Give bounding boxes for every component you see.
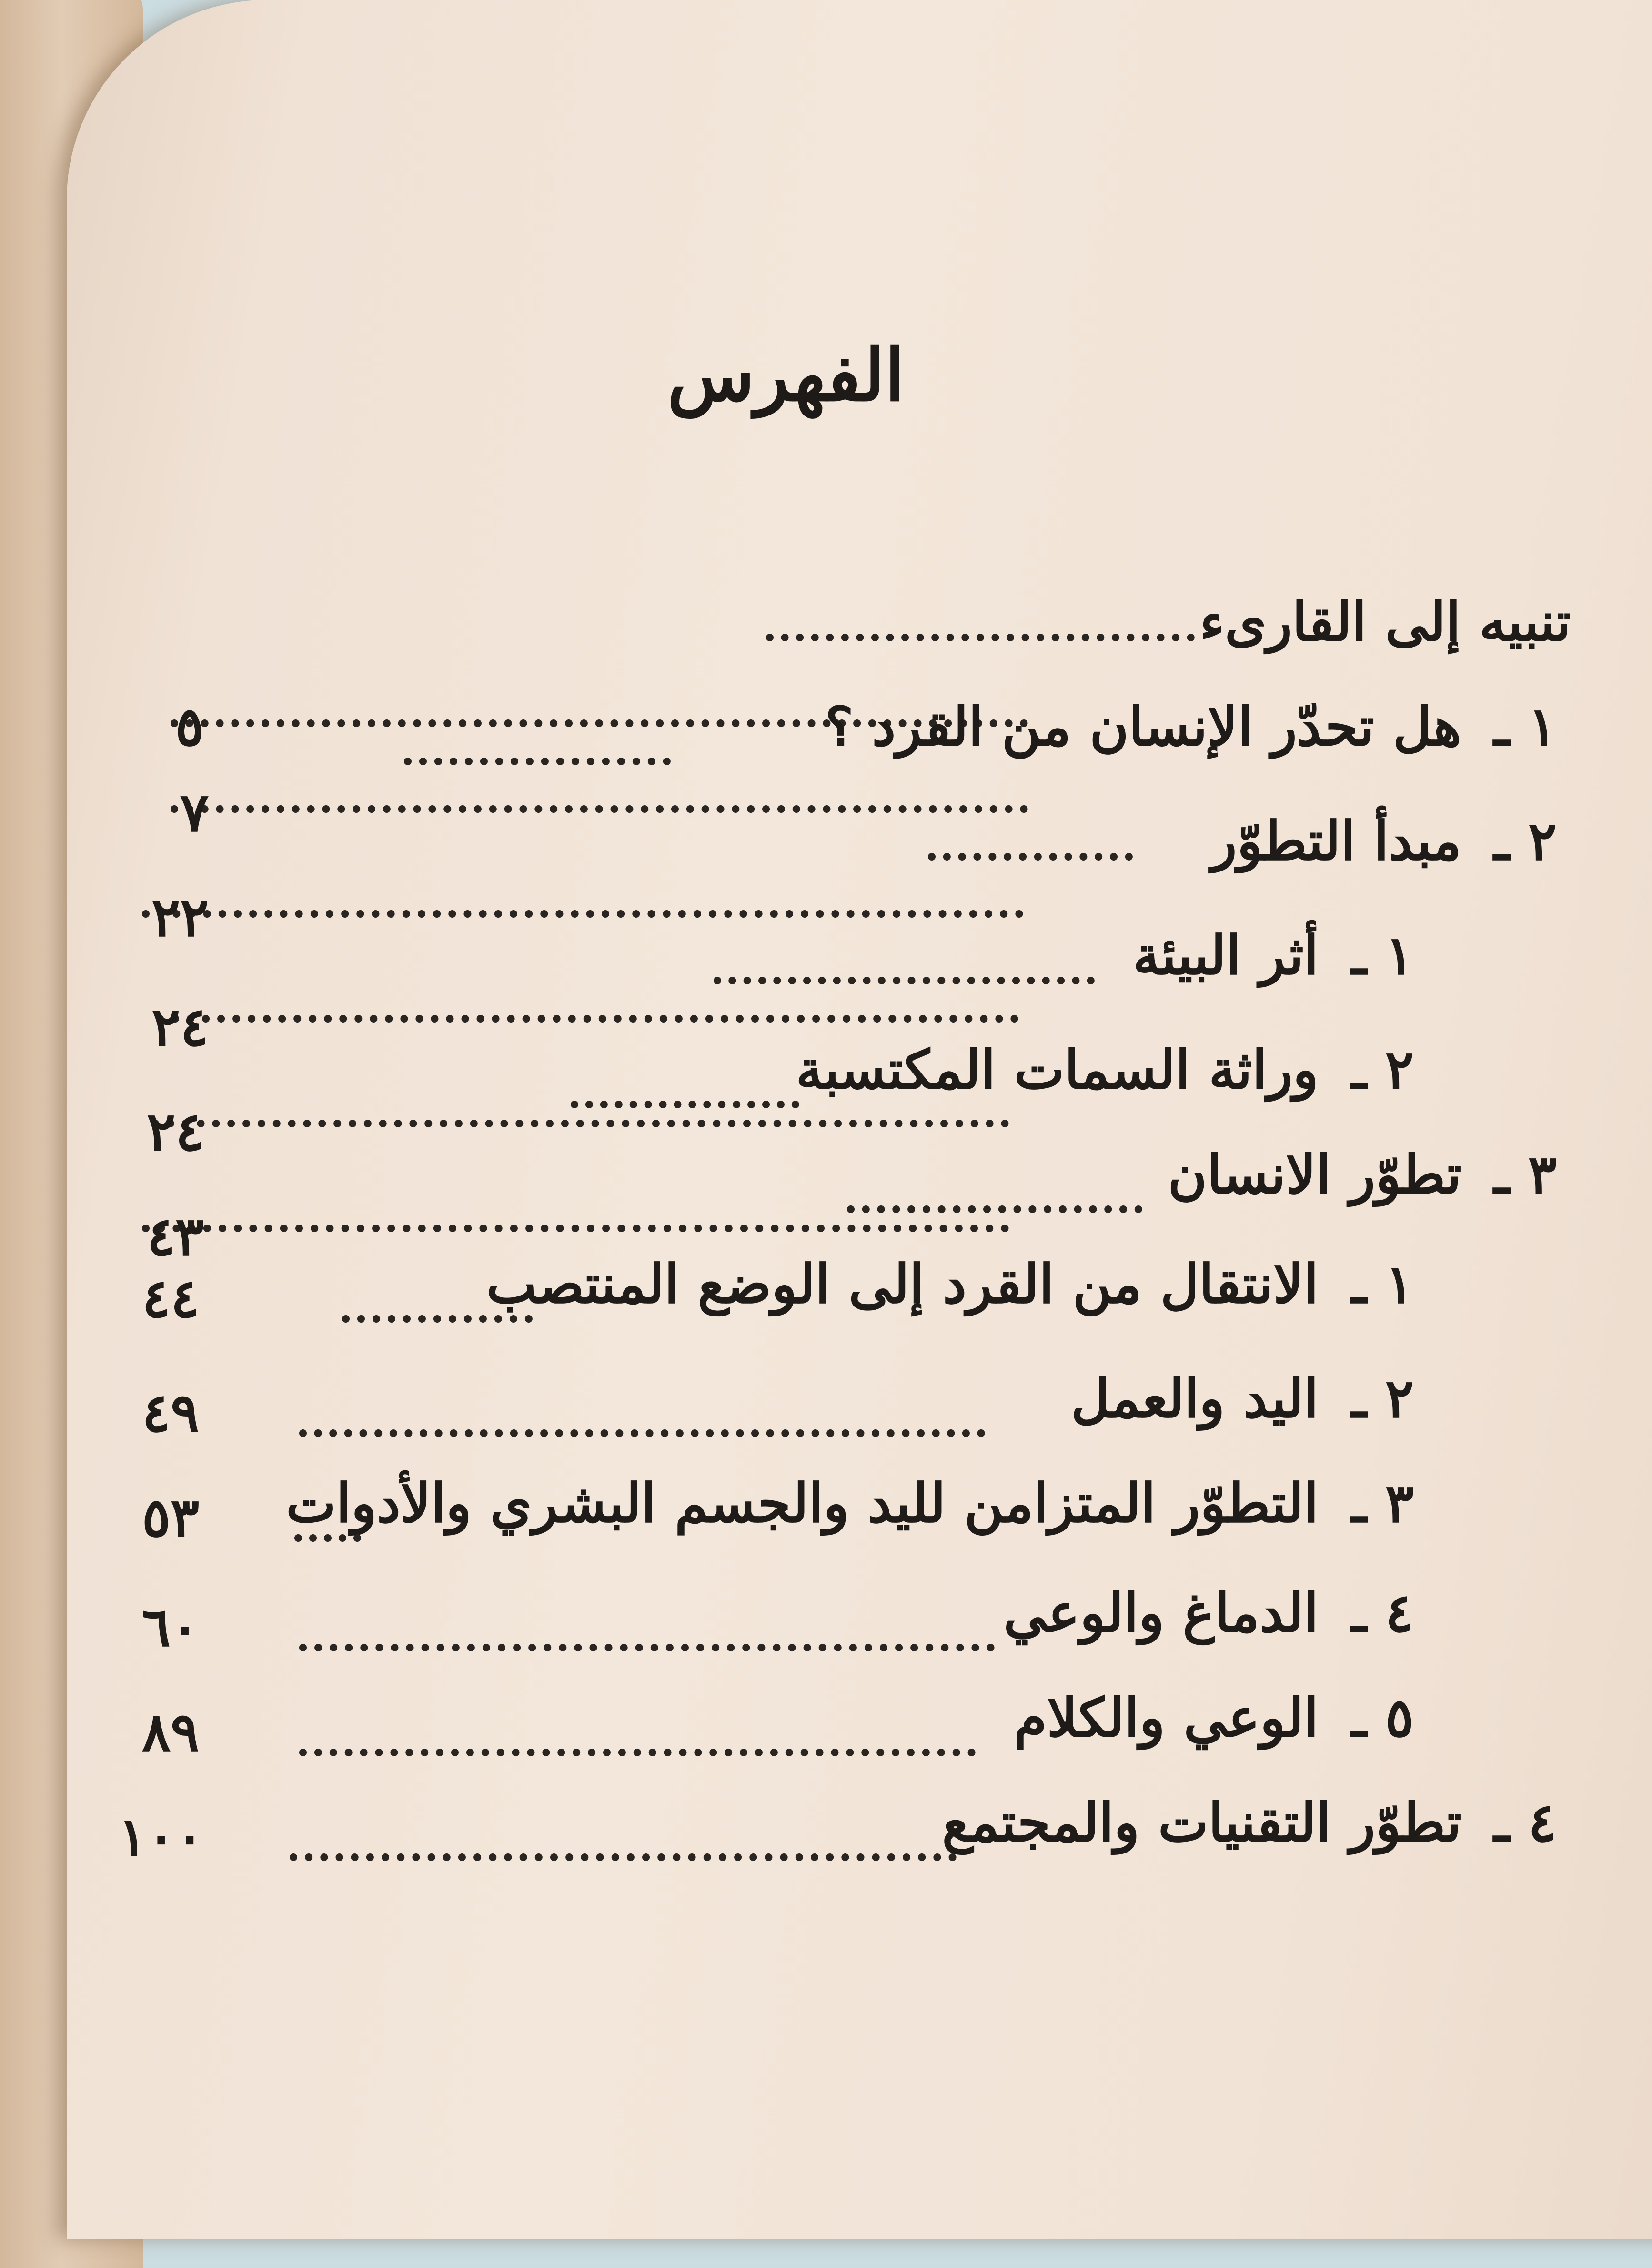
toc-entry-label: الانتقال من القرد إلى الوضع المنتصب bbox=[486, 1253, 1319, 1316]
page-number: ٥ bbox=[175, 696, 204, 758]
toc-entry bbox=[47, 1472, 1571, 1568]
dot-leader bbox=[571, 1091, 799, 1108]
entry-number: ٣ ـ bbox=[1351, 1472, 1414, 1535]
page-number: ٤٤ bbox=[142, 1267, 200, 1330]
dot-leader bbox=[294, 1525, 361, 1542]
dot-leader bbox=[847, 1196, 1142, 1213]
page-title: الفهرس bbox=[667, 334, 905, 417]
page-number: ١٠٠ bbox=[118, 1806, 204, 1868]
toc-entry-label: الدماغ والوعي bbox=[1003, 1582, 1319, 1644]
dot-leader bbox=[290, 1844, 957, 1861]
entry-number: ٥ ـ bbox=[1351, 1687, 1414, 1749]
dot-leader bbox=[766, 624, 1195, 641]
entry-number: ٢ ـ bbox=[1494, 810, 1557, 872]
toc-entry bbox=[47, 1039, 1571, 1163]
dot-leader bbox=[299, 1634, 995, 1651]
toc-entry bbox=[47, 1792, 1571, 1887]
toc-entry bbox=[47, 1367, 1571, 1463]
toc-entry-label: أثر البيئة bbox=[1133, 924, 1319, 987]
toc-entry bbox=[47, 924, 1571, 1058]
entry-number: ٤ ـ bbox=[1351, 1582, 1414, 1644]
dot-leader bbox=[151, 1110, 1009, 1127]
dot-leader bbox=[714, 967, 1095, 984]
dot-leader bbox=[928, 843, 1133, 861]
dot-leader bbox=[299, 1420, 985, 1437]
toc-entry bbox=[47, 1687, 1571, 1782]
page-number: ٧ bbox=[180, 781, 209, 844]
toc-entry bbox=[47, 1582, 1571, 1677]
page-number: ٢٤ bbox=[151, 996, 209, 1058]
toc-entry bbox=[47, 810, 1571, 949]
toc-entry-label: وراثة السمات المكتسبة bbox=[796, 1039, 1319, 1101]
entry-number: ١ ـ bbox=[1494, 696, 1557, 758]
dot-leader bbox=[404, 748, 671, 765]
entry-number: ٢ ـ bbox=[1351, 1039, 1414, 1101]
toc-entry-label: اليد والعمل bbox=[1071, 1367, 1319, 1430]
toc-entry-label: هل تحدّر الإنسان من القرد ؟ bbox=[825, 696, 1461, 758]
dot-leader bbox=[142, 1215, 1009, 1232]
toc-entry-label: تطوّر التقنيات والمجتمع bbox=[942, 1792, 1461, 1854]
toc-entry bbox=[47, 1253, 1571, 1348]
page-number: ٥٣ bbox=[142, 1487, 200, 1549]
page-number: ٤٩ bbox=[142, 1382, 200, 1444]
page-number: ٦٠ bbox=[142, 1596, 200, 1659]
dot-leader bbox=[342, 1306, 533, 1323]
toc-entry-label: تنبيه إلى القارىء bbox=[1199, 591, 1571, 653]
page-number: ٤٣ bbox=[147, 1205, 204, 1268]
toc-entry-label: الوعي والكلام bbox=[1014, 1687, 1319, 1749]
dot-leader bbox=[299, 1739, 976, 1756]
entry-number: ٣ ـ bbox=[1494, 1144, 1557, 1206]
entry-number: ٢ ـ bbox=[1351, 1367, 1414, 1430]
page-number: ٨٩ bbox=[142, 1701, 200, 1763]
dot-leader bbox=[142, 901, 1023, 918]
entry-number: ١ ـ bbox=[1351, 1253, 1414, 1316]
toc-entry bbox=[47, 1144, 1571, 1268]
dot-leader bbox=[156, 1005, 1018, 1023]
toc-entry-label: مبدأ التطوّر bbox=[1211, 810, 1461, 872]
toc-entry-label: تطوّر الانسان bbox=[1168, 1144, 1461, 1206]
entry-number: ٤ ـ bbox=[1494, 1792, 1557, 1854]
toc-entry-label: التطوّر المتزامن لليد والجسم البشري والأدوات bbox=[286, 1472, 1319, 1535]
page-number: ٢٢ bbox=[151, 886, 209, 949]
page-number: ٢٤ bbox=[147, 1101, 204, 1163]
entry-number: ١ ـ bbox=[1351, 924, 1414, 987]
